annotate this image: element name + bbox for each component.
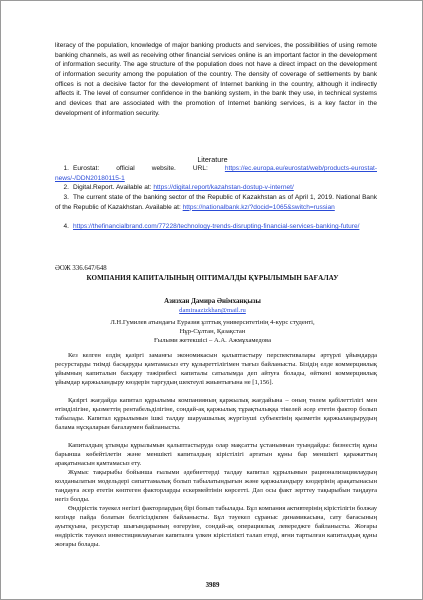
- reference-item-1: [55, 164, 377, 183]
- literature-heading: Literature: [197, 155, 228, 164]
- reference-item-3: [55, 193, 377, 212]
- author-email[interactable]: [1, 307, 423, 314]
- email-link[interactable]: damiraazizkhan@mail.ru: [179, 307, 246, 314]
- author-name: Азизхан Дамира Әнімханқызы: [164, 298, 261, 305]
- body-paragraph: Капиталдың ұтымды құрылымын қалыптастыруда олар мақсатты ұстанымнан туындайды: бизнестің құны барынша көбейтілетін және меншікті капиталдың кірістілігі артатын құны бар меншікті қаражаттың арақатынасын қамтамасыз ету.: [55, 442, 377, 467]
- reference-number: 1.: [63, 165, 69, 172]
- reference-item-4: [55, 222, 377, 232]
- reference-number: 2.: [63, 184, 69, 191]
- affiliation-university: Л.Н.Гумилев атындағы Еуразия ұлттық университетінің 4-курс студенті,: [110, 319, 315, 326]
- reference-item-2: [55, 183, 377, 193]
- reference-link[interactable]: https://nationalbank.kz/?docid=1065&switch=russian: [182, 203, 335, 211]
- udc-code: ӘОЖ 336.647/648: [55, 265, 107, 272]
- body-paragraph: Кез келген елдің қазіргі заманғы экономикасын қалыптастыру перспективалары әртүрлі ұйымдарда ресурстарды тиімді басқаруды қамтамасыз ету құзыреттілігімен тығыз байланысты. Бізідің елде коммерциялық ұйымның капиталын басқару тәжірибесі капиталы сатылымда деп айтуға болады, өйткені коммерциялық ұйымдар қаржыландыру көздерін таргудың шектеулі жиынтығына не [1,156].: [55, 352, 377, 386]
- reference-text: Eurostat: official website. URL:: [73, 165, 225, 172]
- article-title: КОМПАНИЯ КАПИТАЛЫНЫҢ ОПТИМАЛДЫ ҚҰРЫЛЫМЫН БАҒАЛАУ: [86, 274, 339, 282]
- reference-text: The current state of the banking sector of the Republic of Kazakhstan as of April 1, 2019. National Bank of the Republic of Kazakhstan. Available at:: [55, 194, 377, 211]
- body-paragraph: Жұмыс тақырыбы бойынша ғылыми әдебиеттерді талдау капитал құрылымын рационализациялаудың колданылатын модельдері сипаттамалық болып табылатындығын және қаржыландыру көздерінің арақатынасын таңдауға әсер ететін көптеген факторларды ескермейтінін көрсетті. Дәл осы факт зерттеу тақырыбын таңдауға негіз болды.: [55, 469, 377, 503]
- page-number: 3989: [205, 582, 220, 589]
- reference-number: 3.: [63, 194, 69, 201]
- intro-paragraph: literacy of the population, knowledge of major banking products and services, the possibilities of using remote banking channels, as well as receiving other financial services online is an important factor in the development of information security. The age structure of the population does not have a direct impact on the development of information security among the population of the country. The density of coverage of settlements by bank offices is not a decisive factor for the development of Internet banking in the country, although it indirectly affects it. The level of consumer confidence in the banking system, in the bank they use, in technical systems and devices that are associated with the promotion of Internet banking services, is a key factor in the development of information security.: [55, 42, 377, 117]
- reference-number: 4.: [63, 223, 69, 230]
- scientific-supervisor: Ғылыми жетекшісі – А.А. Ажмұхамедова: [154, 337, 271, 344]
- affiliation-city: Нұр-Сұлтан, Қазақстан: [179, 328, 246, 335]
- body-paragraph: Қазіргі жағдайда капитал құрылымы компанияның қаржылық жағдайына – оның төлем қабілеттілігі мен өтімділігіне, қызметтің рентабельділігіне, сондай-ақ қаржылық тұрақтылыққа тікелей әсер ететін фактор болып табылады. Капитал құрылымын ішкі талдау шаруашылық жүргізуші субъектінің қызметін қаржыландырудың балама нұсқаларын бағалаумен байланысты.: [55, 397, 377, 431]
- reference-link[interactable]: https://digital.report/kazahstan-dostup-v-internet/: [153, 184, 294, 191]
- reference-link[interactable]: https://thefinancialbrand.com/77228/technology-trends-disrupting-financial-services-banking-future/: [73, 223, 360, 230]
- reference-link[interactable]: https://ec.europa.eu/eurostat/web/products-eurostat-news/-/DDN20180115-1: [55, 165, 377, 182]
- reference-text: Digital.Report. Available at:: [73, 184, 154, 191]
- body-paragraph: Өндірістік тәуекел негізгі факторлардың бірі болып табылады. Бұл компания активтерінің кірістілігін болжау кезінде пайда болатын белгісіздікпен байланысты. Бұл тәуекел сұраныс динамикасына, сату бағасының ауытқуына, ресурстар шығындарының өзгеруіне, сондай-ақ операциялық левереджге байланысты. Жоғары өндірістік тәуекел инвестициялауыған капиталға үлкен кірістілікті талап етеді, яғни тартылған капиталдың құны жоғары болады.: [55, 505, 377, 548]
